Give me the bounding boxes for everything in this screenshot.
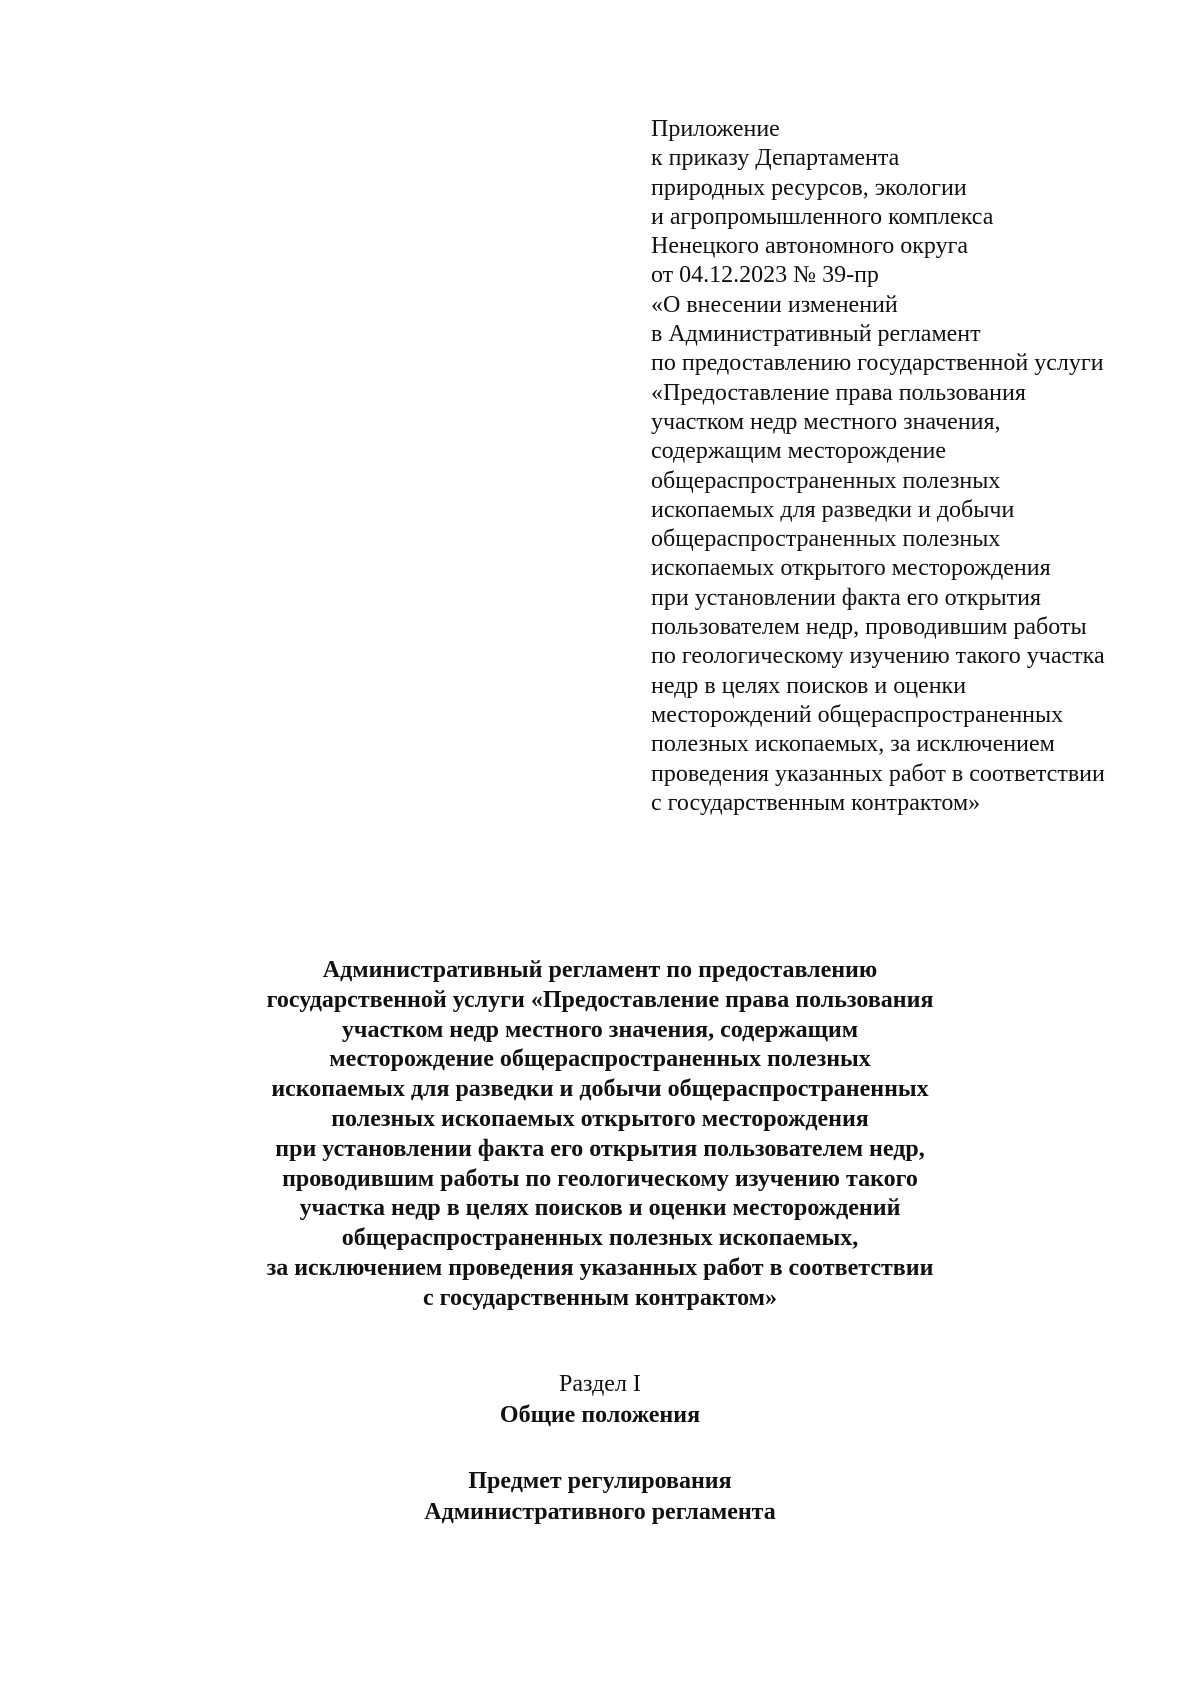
appendix-line: по предоставлению государственной услуги [651, 350, 1104, 377]
appendix-line: ископаемых для разведки и добычи [651, 496, 1015, 523]
appendix-line: природных ресурсов, экологии [651, 174, 967, 201]
appendix-line: с государственным контрактом» [651, 789, 981, 816]
appendix-line: по геологическому изучению такого участка [651, 643, 1105, 670]
appendix-block [651, 115, 1171, 818]
appendix-line: «Предоставление права пользования [651, 379, 1026, 406]
section-number: Раздел I [559, 1371, 641, 1397]
appendix-line: «О внесении изменений [651, 291, 898, 318]
title-line: участком недр местного значения, содержащим [341, 1016, 859, 1043]
appendix-line: Приложение [651, 116, 780, 142]
subject-heading [0, 1466, 1200, 1528]
subject-heading-line: Предмет регулирования [468, 1468, 732, 1494]
appendix-line: участком недр местного значения, [651, 408, 1001, 435]
appendix-line: Ненецкого автономного округа [651, 233, 969, 260]
appendix-line: проведения указанных работ в соответствии [651, 760, 1105, 787]
appendix-line: ископаемых открытого месторождения [651, 555, 1051, 582]
appendix-line: содержащим месторождение [651, 438, 947, 465]
title-line: участка недр в целях поисков и оценки месторождений [299, 1195, 901, 1222]
title-line: полезных ископаемых открытого месторождения [331, 1105, 869, 1132]
appendix-line: к приказу Департамента [651, 145, 900, 172]
title-line: общераспространенных полезных ископаемых, [341, 1225, 859, 1252]
appendix-line: и агропромышленного комплекса [651, 203, 994, 230]
appendix-line: при установлении факта его открытия [651, 584, 1041, 611]
document-title [0, 956, 1200, 1314]
appendix-line: общераспространенных полезных [651, 467, 1001, 494]
title-line: при установлении факта его открытия пользователем недр, [275, 1135, 925, 1162]
appendix-line: в Административный регламент [651, 321, 981, 348]
title-line: с государственным контрактом» [422, 1284, 778, 1311]
appendix-line: от 04.12.2023 № 39-пр [651, 262, 879, 289]
title-line: ископаемых для разведки и добычи общераспространенных [271, 1076, 929, 1103]
title-line: за исключением проведения указанных работ в соответствии [266, 1254, 934, 1281]
appendix-line: общераспространенных полезных [651, 526, 1001, 553]
title-line: месторождение общераспространенных полезных [329, 1046, 871, 1073]
title-line: проводившим работы по геологическому изучению такого [282, 1165, 918, 1192]
title-line: Административный регламент по предоставлению [322, 957, 878, 983]
section-title: Общие положения [499, 1402, 701, 1428]
appendix-line: полезных ископаемых, за исключением [651, 731, 1055, 758]
subject-heading-line: Административного регламента [424, 1499, 776, 1525]
appendix-line: недр в целях поисков и оценки [651, 672, 967, 699]
title-line: государственной услуги «Предоставление права пользования [266, 986, 934, 1013]
appendix-line: месторождений общераспространенных [651, 701, 1064, 728]
appendix-line: пользователем недр, проводившим работы [651, 614, 1087, 641]
